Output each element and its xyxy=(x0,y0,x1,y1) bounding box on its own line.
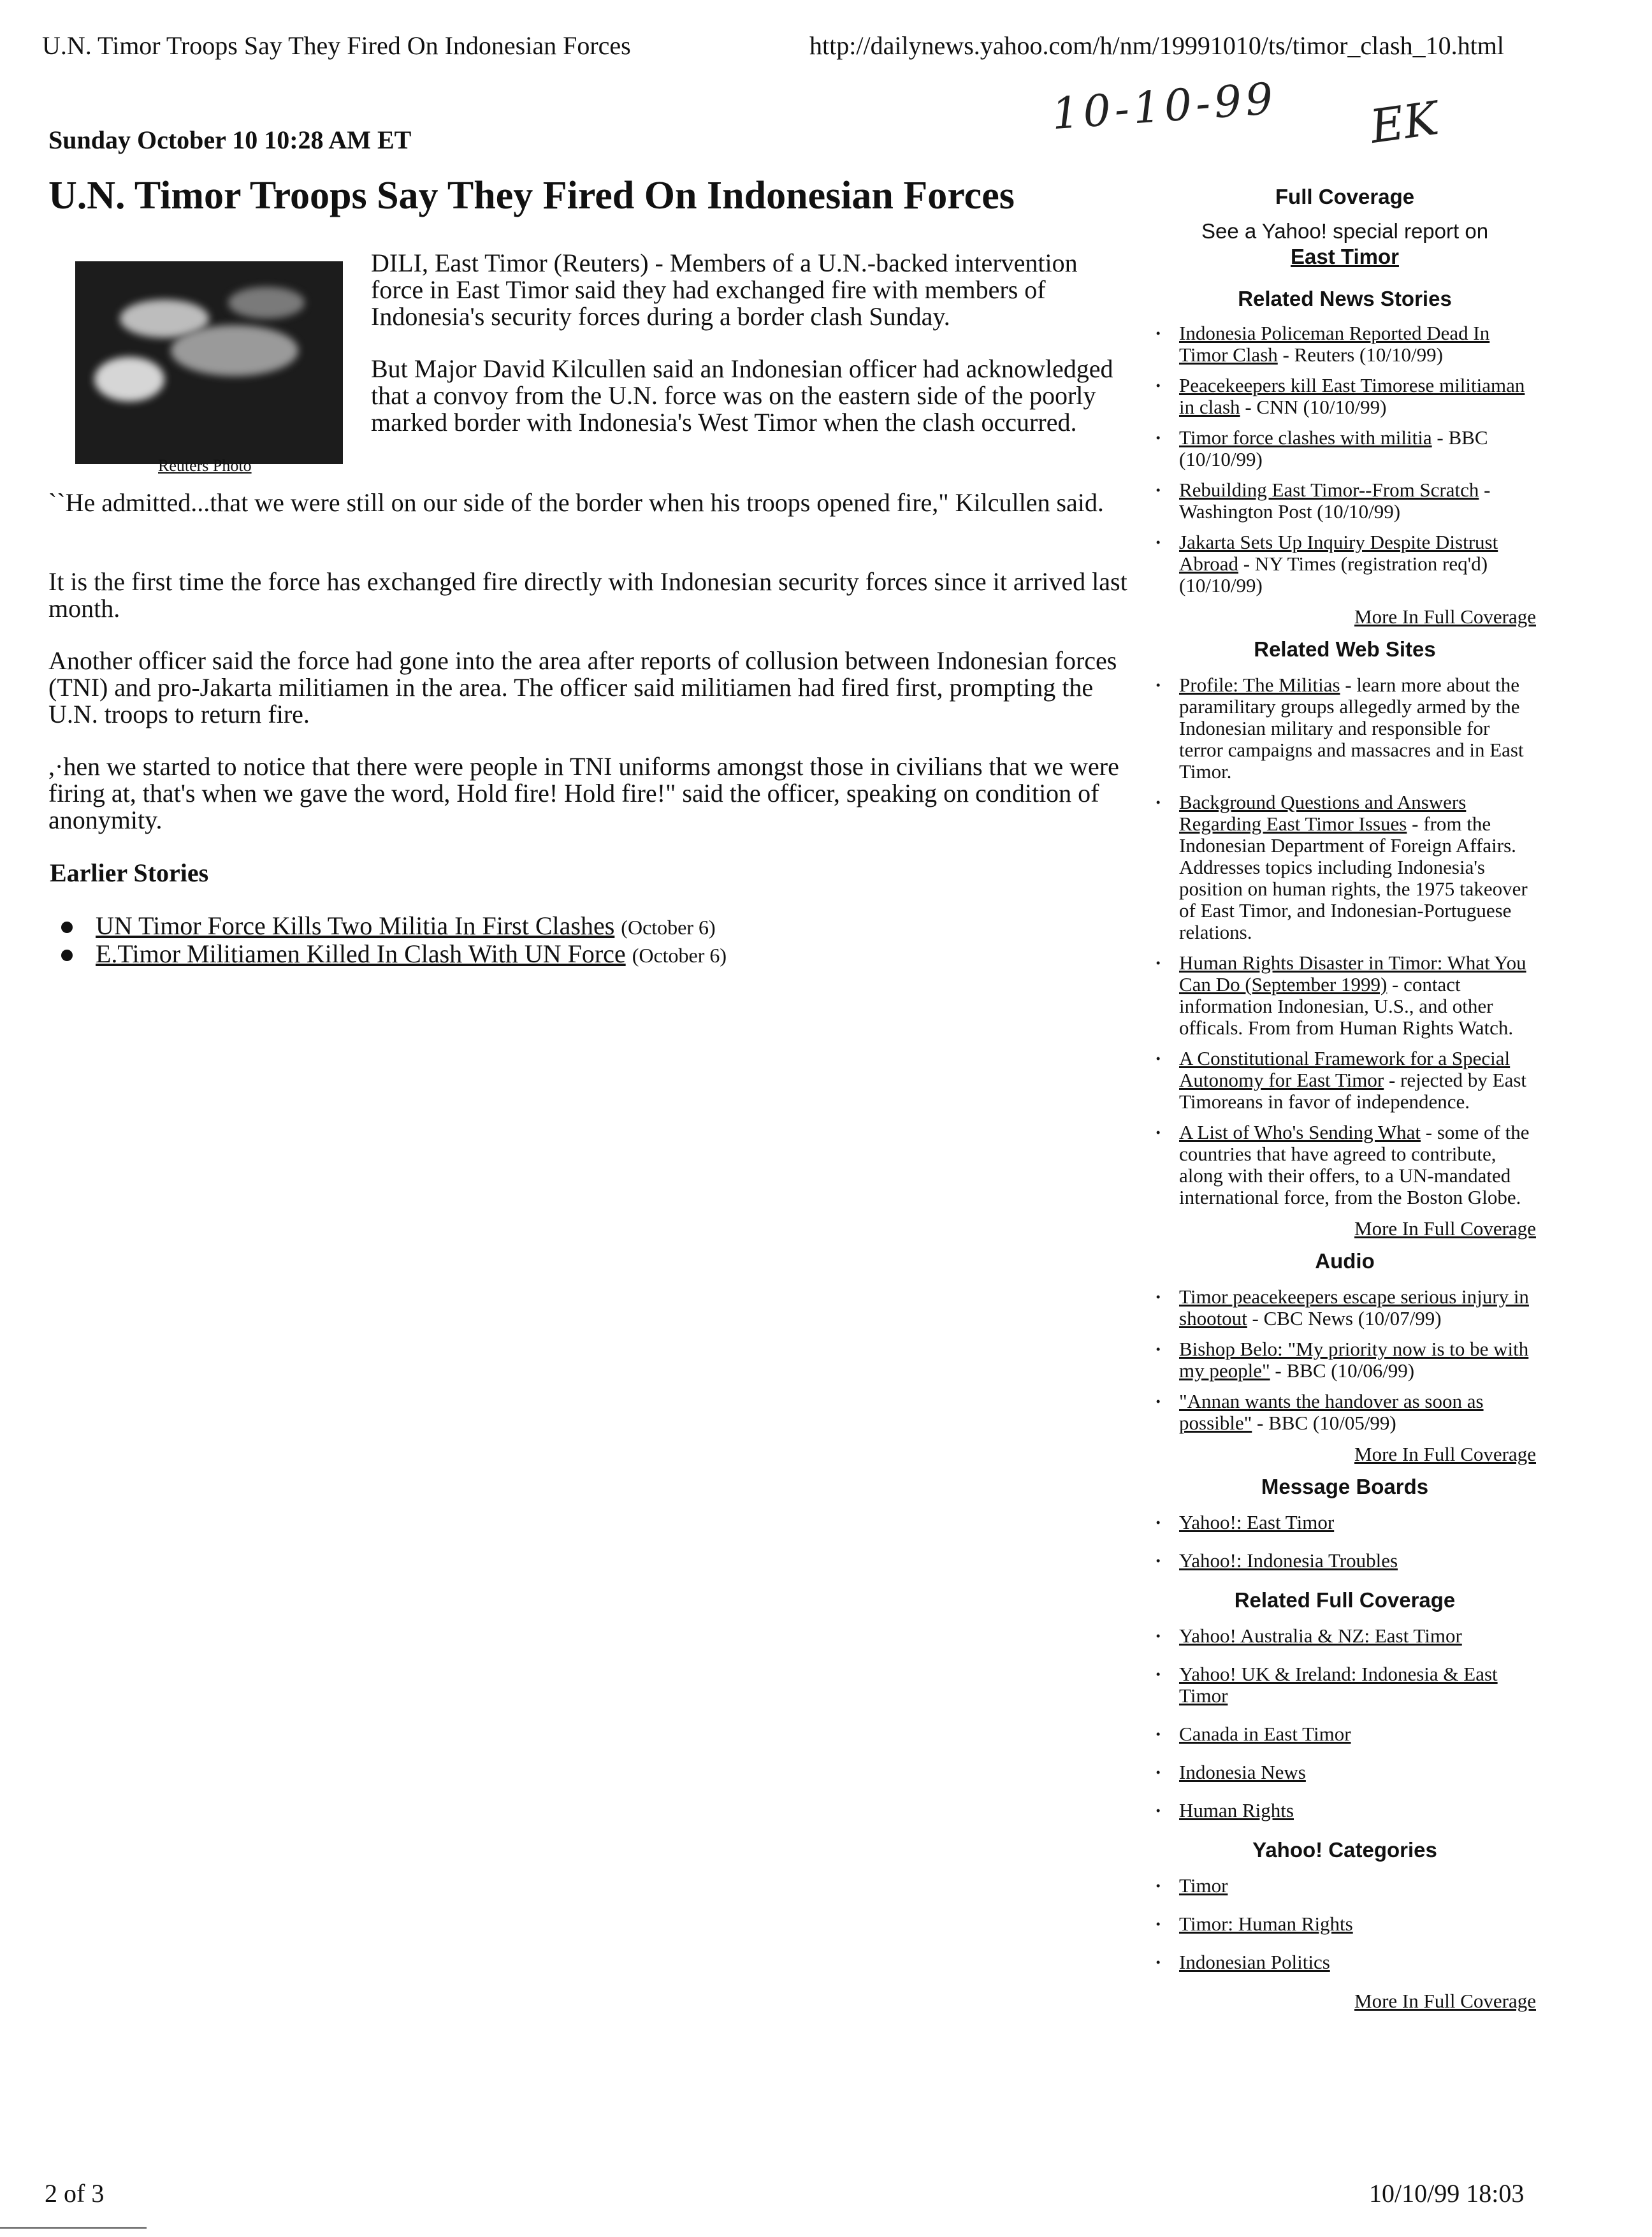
audio-source: - BBC (10/05/99) xyxy=(1252,1412,1396,1434)
list-item xyxy=(1165,1913,1536,1935)
article-paragraph: ``He admitted...that we were still on our side of the border when his troops opened fire," Kilcullen said. xyxy=(48,488,1104,517)
article-paragraph: But Major David Kilcullen said an Indonesian officer had acknowledged that a convoy from the U.N. force was on the eastern side of the poorly marked border with Indonesia's West Timor when the clash occurred. xyxy=(371,354,1113,437)
audio-list xyxy=(1154,1286,1536,1434)
article-paragraph: It is the first time the force has exchanged fire directly with Indonesian security forces since it arrived last month. xyxy=(48,567,1127,623)
article-paragraph: Another officer said the force had gone into the area after reports of collusion between Indonesian forces (TNI) and pro-Jakarta militiamen in the area. The officer said militiamen had fired first, prompting the U.N. troops to return fire. xyxy=(48,646,1117,728)
list-item xyxy=(1165,952,1536,1039)
article-paragraph: ,·hen we started to notice that there were people in TNI uniforms amongst those in civilians that we were firing at, that's when we gave the word, Hold fire! Hold fire!" said the officer, speaking on condition of anonymity. xyxy=(48,752,1119,834)
list-item xyxy=(1165,375,1536,418)
category-link[interactable]: Timor xyxy=(1179,1874,1228,1897)
more-coverage-link[interactable]: More In Full Coverage xyxy=(1354,1990,1536,2012)
more-coverage-link[interactable]: More In Full Coverage xyxy=(1354,1217,1536,1240)
earlier-story-date: (October 6) xyxy=(632,944,727,967)
earlier-story-link[interactable]: E.Timor Militiamen Killed In Clash With UN Force xyxy=(96,939,626,968)
earlier-stories-title: Earlier Stories xyxy=(50,858,209,887)
list-item xyxy=(1165,1800,1536,1821)
news-story-link[interactable]: Peacekeepers kill East Timorese militiaman in clash xyxy=(1179,374,1525,418)
list-item xyxy=(1165,479,1536,523)
photo-caption[interactable]: Reuters Photo xyxy=(158,456,252,475)
list-item xyxy=(1165,1391,1536,1434)
message-board-link[interactable]: Yahoo!: Indonesia Troubles xyxy=(1179,1549,1398,1572)
coverage-link[interactable]: Indonesia News xyxy=(1179,1761,1306,1783)
web-site-description: - contact information Indonesian, U.S., and other officals. From from Human Rights Watch. xyxy=(1179,973,1514,1039)
coverage-link[interactable]: Canada in East Timor xyxy=(1179,1723,1351,1745)
full-coverage-heading: Full Coverage xyxy=(1275,185,1415,208)
coverage-link[interactable]: Yahoo! Australia & NZ: East Timor xyxy=(1179,1625,1462,1647)
list-item xyxy=(1165,1723,1536,1745)
audio-source: - CBC News (10/07/99) xyxy=(1247,1307,1442,1329)
yahoo-categories-list xyxy=(1154,1875,1536,1973)
web-site-link[interactable]: A List of Who's Sending What xyxy=(1179,1121,1421,1143)
scan-artifact-line xyxy=(0,2227,147,2229)
list-item xyxy=(1165,1663,1536,1707)
handwritten-initials: EK xyxy=(1366,91,1442,154)
news-story-source: - NY Times (registration req'd) (10/10/99) xyxy=(1179,553,1488,597)
list-item xyxy=(1165,792,1536,943)
earlier-stories-list xyxy=(96,913,727,969)
audio-source: - BBC (10/06/99) xyxy=(1270,1359,1415,1382)
list-item xyxy=(1165,674,1536,783)
coverage-link[interactable]: Human Rights xyxy=(1179,1799,1294,1821)
article-paragraph: DILI, East Timor (Reuters) - Members of a U.N.-backed intervention force in East Timor said they had exchanged fire with members of Indonesia's security forces during a border clash Sunday. xyxy=(371,249,1078,331)
news-story-source: - Reuters (10/10/99) xyxy=(1277,344,1443,366)
related-full-coverage-heading: Related Full Coverage xyxy=(1234,1588,1456,1612)
news-story-source: - BBC (10/10/99) xyxy=(1179,426,1488,470)
more-coverage-link[interactable]: More In Full Coverage xyxy=(1354,1443,1536,1465)
list-item xyxy=(1165,1122,1536,1208)
print-timestamp: 10/10/99 18:03 xyxy=(1369,2179,1525,2208)
news-photo[interactable] xyxy=(75,261,343,464)
web-site-link[interactable]: Human Rights Disaster in Timor: What You Can Do (September 1999) xyxy=(1179,952,1526,995)
list-item xyxy=(1165,1550,1536,1572)
list-item xyxy=(1165,1338,1536,1382)
related-news-heading: Related News Stories xyxy=(1238,287,1452,310)
category-link[interactable]: Indonesian Politics xyxy=(1179,1951,1330,1973)
message-boards-list xyxy=(1154,1512,1536,1572)
audio-link[interactable]: "Annan wants the handover as soon as possible" xyxy=(1179,1390,1484,1434)
full-coverage-text: See a Yahoo! special report on xyxy=(1201,219,1489,243)
list-item xyxy=(1165,1951,1536,1973)
list-item xyxy=(1165,1625,1536,1647)
news-story-link[interactable]: Jakarta Sets Up Inquiry Despite Distrust Abroad xyxy=(1179,531,1498,575)
list-item xyxy=(96,913,727,941)
message-board-link[interactable]: Yahoo!: East Timor xyxy=(1179,1511,1335,1533)
list-item xyxy=(1165,322,1536,366)
list-item xyxy=(1165,1762,1536,1783)
list-item xyxy=(1165,427,1536,470)
article-dateline: Sunday October 10 10:28 AM ET xyxy=(48,126,412,154)
handwritten-date: 10-10-99 xyxy=(1050,73,1279,140)
web-site-description: - learn more about the paramilitary groups allegedly armed by the Indonesian military and responsible for terror campaigns and massacres and in East Timor. xyxy=(1179,674,1524,783)
page-number: 2 of 3 xyxy=(45,2179,105,2208)
related-news-list xyxy=(1154,322,1536,597)
web-site-description: - some of the countries that have agreed to contribute, along with their offers, to a UN-mandated international force, from the Boston Globe. xyxy=(1179,1121,1530,1208)
related-web-heading: Related Web Sites xyxy=(1254,637,1436,661)
list-item xyxy=(96,941,727,969)
web-site-link[interactable]: Profile: The Militias xyxy=(1179,674,1340,696)
news-story-link[interactable]: Rebuilding East Timor--From Scratch xyxy=(1179,479,1479,501)
audio-heading: Audio xyxy=(1315,1249,1375,1273)
news-story-source: - Washington Post (10/10/99) xyxy=(1179,479,1491,523)
print-header-url: http://dailynews.yahoo.com/h/nm/19991010/ts/timor_clash_10.html xyxy=(809,31,1504,60)
print-header-title: U.N. Timor Troops Say They Fired On Indonesian Forces xyxy=(42,31,631,60)
earlier-story-link[interactable]: UN Timor Force Kills Two Militia In First Clashes xyxy=(96,911,615,940)
earlier-story-date: (October 6) xyxy=(621,916,716,939)
more-coverage-link[interactable]: More In Full Coverage xyxy=(1354,605,1536,628)
web-site-link[interactable]: Background Questions and Answers Regarding East Timor Issues xyxy=(1179,791,1467,835)
audio-link[interactable]: Timor peacekeepers escape serious injury in shootout xyxy=(1179,1285,1529,1329)
east-timor-report-link[interactable]: East Timor xyxy=(1291,245,1399,268)
news-story-link[interactable]: Indonesia Policeman Reported Dead In Timor Clash xyxy=(1179,322,1490,366)
message-boards-heading: Message Boards xyxy=(1261,1475,1429,1498)
audio-link[interactable]: Bishop Belo: "My priority now is to be with my people" xyxy=(1179,1338,1529,1382)
article-headline: U.N. Timor Troops Say They Fired On Indonesian Forces xyxy=(48,174,1015,217)
coverage-link[interactable]: Yahoo! UK & Ireland: Indonesia & East Timor xyxy=(1179,1663,1498,1707)
list-item xyxy=(1165,1875,1536,1897)
news-story-link[interactable]: Timor force clashes with militia xyxy=(1179,426,1432,449)
list-item xyxy=(1165,1512,1536,1533)
web-site-link[interactable]: A Constitutional Framework for a Special Autonomy for East Timor xyxy=(1179,1047,1511,1091)
related-web-list xyxy=(1154,674,1536,1208)
web-site-description: - rejected by East Timoreans in favor of independence. xyxy=(1179,1069,1526,1113)
list-item xyxy=(1165,1048,1536,1113)
list-item xyxy=(1165,532,1536,597)
web-site-description: - from the Indonesian Department of Foreign Affairs. Addresses topics including Indonesia's position on human rights, the 1975 takeover of East Timor, and Indonesian-Portuguese relations. xyxy=(1179,813,1528,943)
related-full-coverage-list xyxy=(1154,1625,1536,1821)
yahoo-categories-heading: Yahoo! Categories xyxy=(1252,1838,1437,1862)
list-item xyxy=(1165,1286,1536,1329)
news-story-source: - CNN (10/10/99) xyxy=(1240,396,1387,418)
category-link[interactable]: Timor: Human Rights xyxy=(1179,1913,1353,1935)
full-coverage-sidebar xyxy=(1154,185,1536,2013)
